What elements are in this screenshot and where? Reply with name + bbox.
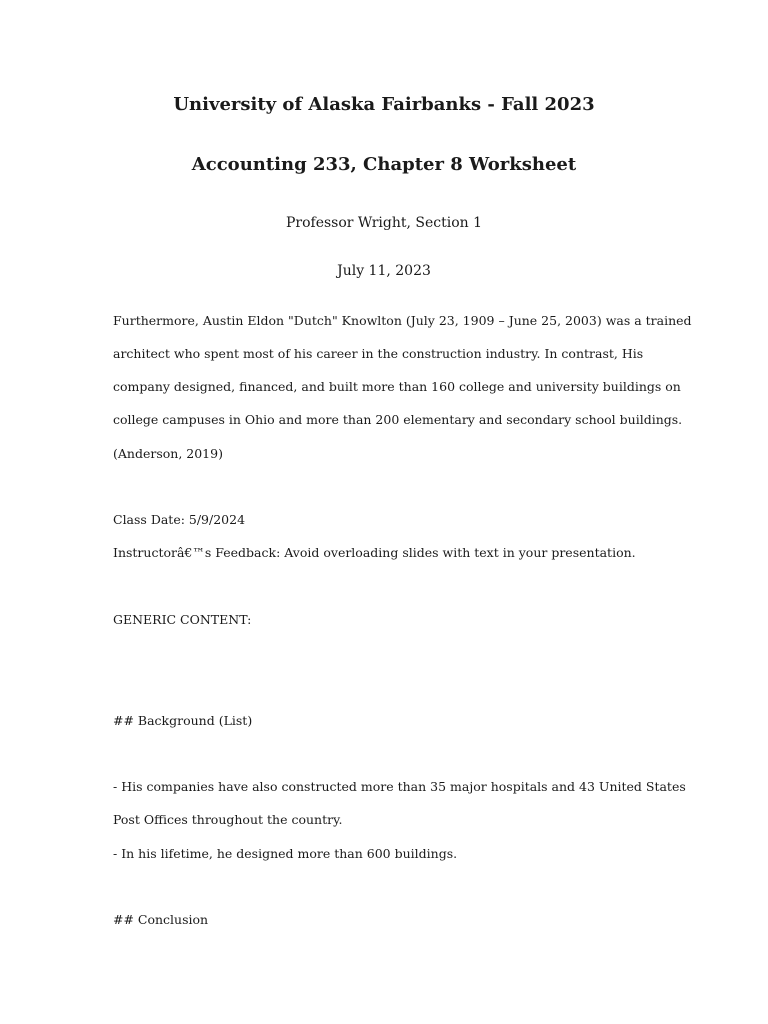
paragraph-line: college campuses in Ohio and more than 200 elementary and secondary school buildings. — [113, 412, 683, 427]
document-date: July 11, 2023 — [337, 263, 431, 279]
background-heading: ## Background (List) — [113, 713, 253, 728]
list-item: - In his lifetime, he designed more than 600 buildings. — [113, 846, 458, 861]
generic-content-label: GENERIC CONTENT: — [113, 612, 252, 627]
worksheet-title: Accounting 233, Chapter 8 Worksheet — [191, 154, 577, 175]
list-item: - His companies have also constructed more than 35 major hospitals and 43 United States — [113, 779, 686, 794]
instructor-feedback: Instructorâ€™s Feedback: Avoid overloading slides with text in your presentation. — [113, 545, 636, 560]
institution-heading: University of Alaska Fairbanks - Fall 2023 — [173, 94, 595, 115]
professor-line: Professor Wright, Section 1 — [285, 215, 482, 231]
paragraph-line: architect who spent most of his career in the construction industry. In contrast, His — [113, 346, 644, 361]
paragraph-line: company designed, financed, and built more than 160 college and university buildings on — [113, 379, 681, 394]
paragraph-line: Furthermore, Austin Eldon "Dutch" Knowlton (July 23, 1909 – June 25, 2003) was a trained — [113, 313, 692, 328]
conclusion-heading: ## Conclusion — [113, 912, 209, 927]
list-item-continuation: Post Offices throughout the country. — [113, 812, 343, 827]
citation-line: (Anderson, 2019) — [113, 446, 223, 461]
class-date: Class Date: 5/9/2024 — [113, 512, 246, 527]
